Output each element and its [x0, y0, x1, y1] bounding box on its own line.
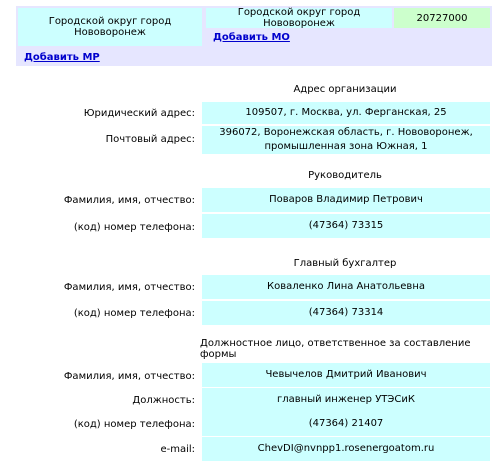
accountant-phone-label — [20, 304, 195, 322]
director-section-title-text: Руководитель — [308, 169, 382, 181]
responsible-phone-field[interactable] — [202, 412, 490, 436]
accountant-name-field[interactable] — [202, 275, 490, 299]
address-section-title-text: Адрес организации — [293, 83, 397, 95]
responsible-phone-label — [20, 415, 195, 433]
responsible-email-value: ChevDI@nvnpp1.rosenergoatom.ru — [257, 443, 435, 454]
accountant-phone-label-text: (код) номер телефона: — [73, 307, 195, 319]
mo-name-right-text: Городской округ город Нововоронеж — [237, 7, 361, 29]
postal-address-label-text: Почтовый адрес: — [105, 133, 195, 145]
legal-address-value: 109507, г. Москва, ул. Ферганская, 25 — [245, 107, 447, 118]
director-section-title — [200, 168, 490, 182]
responsible-email-field[interactable] — [202, 437, 490, 461]
director-name-label — [20, 191, 195, 209]
responsible-name-value: Чевычелов Дмитрий Иванович — [265, 369, 427, 380]
responsible-name-label — [20, 367, 195, 385]
accountant-section-title-text: Главный бухгалтер — [293, 257, 397, 269]
responsible-position-value: главный инженер УТЭСиК — [277, 394, 415, 405]
accountant-phone-field[interactable] — [202, 301, 490, 325]
legal-address-label — [20, 104, 195, 122]
director-phone-field[interactable] — [202, 214, 490, 238]
accountant-section-title — [200, 256, 490, 270]
responsible-position-label-text: Должность: — [132, 394, 195, 406]
director-phone-value: (47364) 73315 — [308, 220, 384, 231]
responsible-name-label-text: Фамилия, имя, отчество: — [63, 370, 195, 382]
responsible-section-title — [200, 338, 490, 360]
mo-name-right — [206, 8, 392, 28]
responsible-phone-value: (47364) 21407 — [308, 418, 384, 429]
mo-code — [394, 8, 490, 28]
director-name-label-text: Фамилия, имя, отчество: — [63, 194, 195, 206]
add-mr-link[interactable]: Добавить МР — [24, 52, 100, 63]
mo-name-left — [18, 8, 202, 46]
responsible-email-label-text: e-mail: — [160, 443, 195, 455]
mo-name-left-text: Городской округ город Нововоронеж — [48, 16, 172, 38]
accountant-phone-value: (47364) 73314 — [308, 307, 384, 318]
postal-address-value: 396072, Воронежская область, г. Нововоронеж, промышленная зона Южная, 1 — [219, 127, 473, 152]
mo-code-text: 20727000 — [416, 12, 468, 24]
accountant-name-label-text: Фамилия, имя, отчество: — [63, 281, 195, 293]
responsible-email-label — [20, 440, 195, 458]
responsible-name-field[interactable] — [202, 363, 490, 387]
director-phone-label-text: (код) номер телефона: — [73, 221, 195, 233]
responsible-position-label — [20, 391, 195, 409]
accountant-name-value: Коваленко Лина Анатольевна — [267, 281, 425, 292]
director-name-field[interactable] — [202, 188, 490, 212]
director-phone-label — [20, 218, 195, 236]
responsible-phone-label-text: (код) номер телефона: — [73, 418, 195, 430]
postal-address-label — [20, 130, 195, 148]
accountant-name-label — [20, 278, 195, 296]
address-section-title — [200, 82, 490, 96]
postal-address-field[interactable] — [202, 126, 490, 154]
director-name-value: Поваров Владимир Петрович — [269, 194, 423, 205]
legal-address-field[interactable] — [202, 102, 490, 124]
add-mo-link[interactable]: Добавить МО — [213, 32, 290, 43]
legal-address-label-text: Юридический адрес: — [83, 107, 195, 119]
responsible-position-field[interactable] — [202, 388, 490, 412]
responsible-section-title-text: Должностное лицо, ответственное за составление формы — [200, 338, 471, 360]
